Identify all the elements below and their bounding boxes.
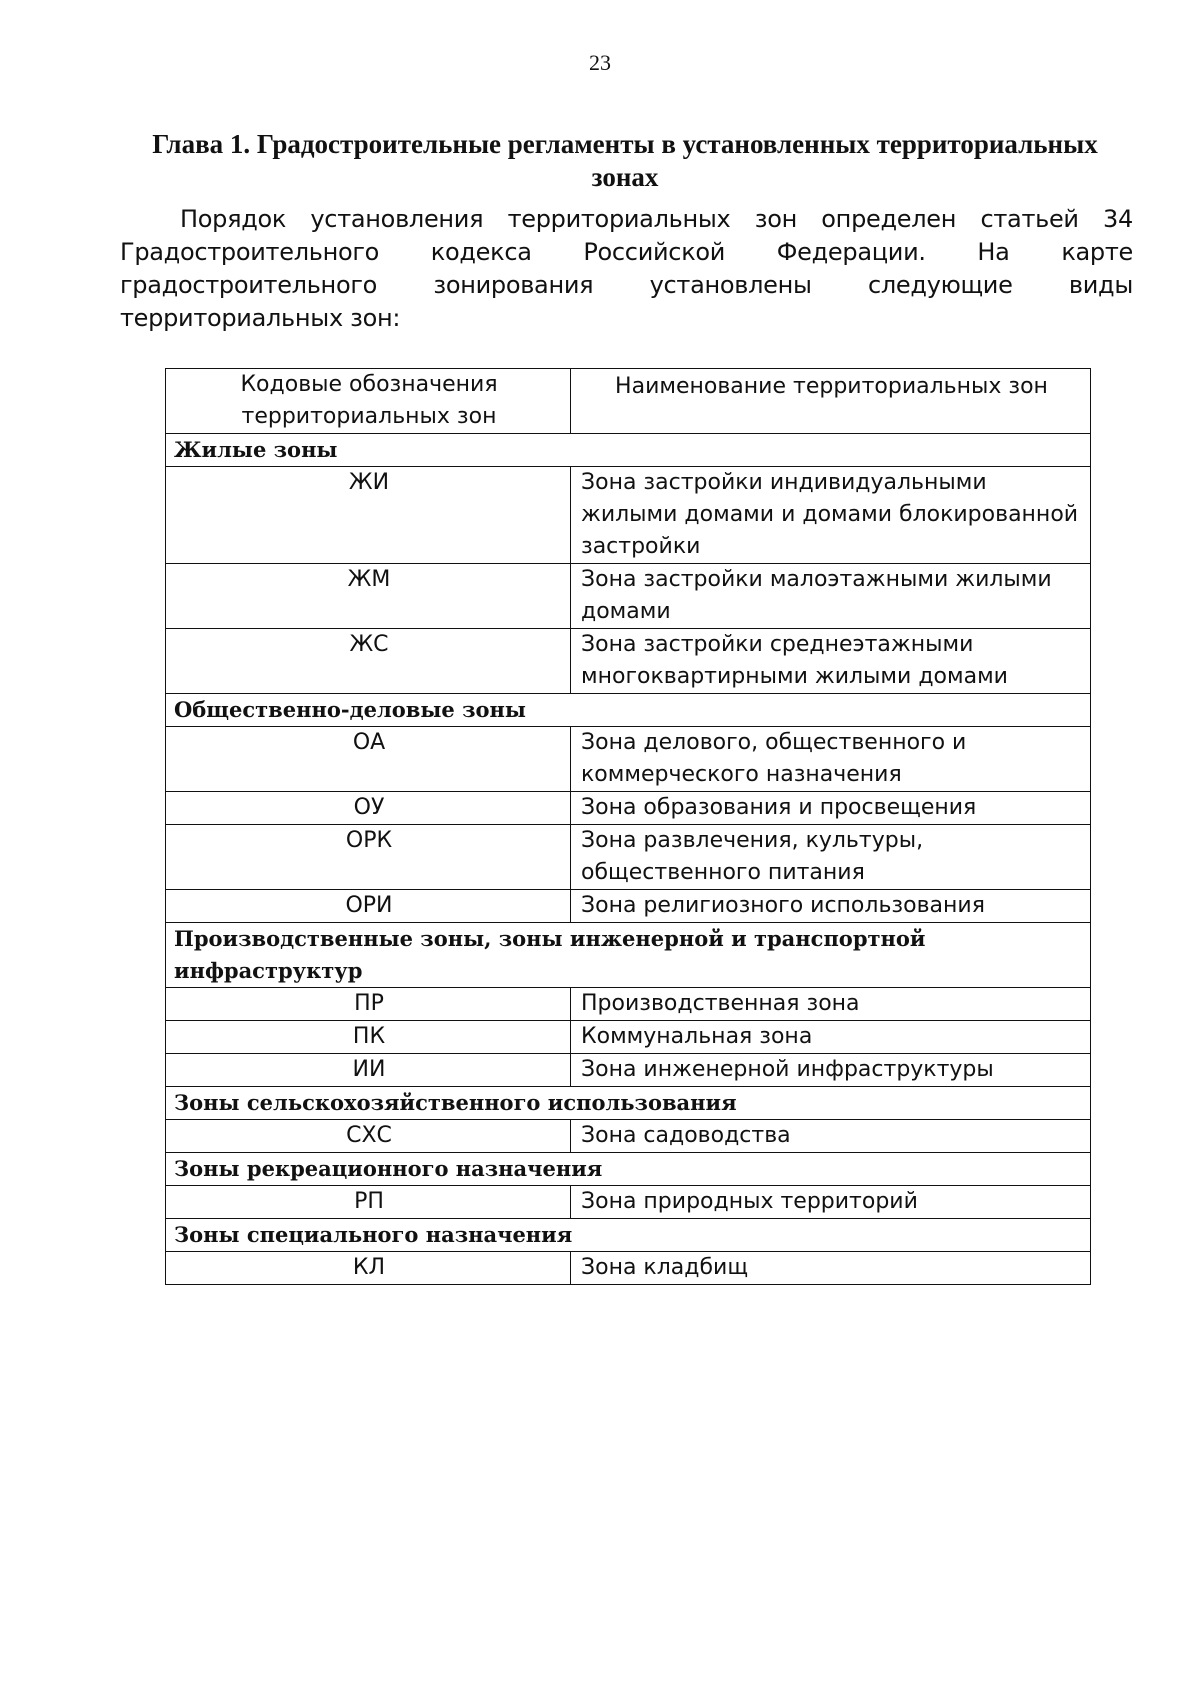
table-row [166,1054,1091,1087]
zone-code: ОРК [166,825,571,890]
group-row [166,434,1091,467]
zone-code: ПК [166,1021,571,1054]
group-title: Зоны рекреационного назначения [166,1153,1091,1186]
zone-name: Зона развлечения, культуры, общественного питания [571,825,1091,890]
zone-name: Зона религиозного использования [571,890,1091,923]
table-row [166,629,1091,694]
zone-code: ОА [166,727,571,792]
intro-paragraph: Порядок установления территориальных зон определен статьей 34 Градостроительного кодекса Российской Федерации. На карте градостроительного зонирования установлены следующие виды территориальных зон: [120,205,1133,332]
zone-name: Зона застройки среднеэтажными многоквартирными жилыми домами [571,629,1091,694]
zone-code: ПР [166,988,571,1021]
zones-table [165,368,1091,1285]
group-row [166,923,1091,988]
table-row [166,1186,1091,1219]
zone-code: ЖМ [166,564,571,629]
group-row [166,1153,1091,1186]
table-row [166,825,1091,890]
zone-code: ЖС [166,629,571,694]
group-row [166,1219,1091,1252]
header-name: Наименование территориальных зон [571,369,1091,434]
zone-code: РП [166,1186,571,1219]
zone-name: Коммунальная зона [571,1021,1091,1054]
table-row [166,1252,1091,1285]
table-row [166,1120,1091,1153]
zone-name: Зона садоводства [571,1120,1091,1153]
group-row [166,694,1091,727]
group-title: Производственные зоны, зоны инженерной и транспортной инфраструктур [166,923,1091,988]
table-row [166,564,1091,629]
zone-code: ОУ [166,792,571,825]
zone-name: Зона инженерной инфраструктуры [571,1054,1091,1087]
group-title: Общественно-деловые зоны [166,694,1091,727]
chapter-title: Глава 1. Градостроительные регламенты в установленных территориальных зонах [152,129,1098,192]
zone-code: СХС [166,1120,571,1153]
group-row [166,1087,1091,1120]
header-code: Кодовые обозначения территориальных зон [166,369,571,434]
table-header-row [166,369,1091,434]
group-title: Жилые зоны [166,434,1091,467]
zone-code: ИИ [166,1054,571,1087]
group-title: Зоны сельскохозяйственного использования [166,1087,1091,1120]
table-row [166,467,1091,564]
zone-name: Зона застройки малоэтажными жилыми домами [571,564,1091,629]
zone-name: Зона кладбищ [571,1252,1091,1285]
zone-name: Зона природных территорий [571,1186,1091,1219]
table-row [166,890,1091,923]
page-number: 23 [589,50,611,75]
zone-code: ЖИ [166,467,571,564]
zone-code: КЛ [166,1252,571,1285]
table-row [166,988,1091,1021]
table-row [166,792,1091,825]
table-row [166,1021,1091,1054]
table-row [166,727,1091,792]
zone-code: ОРИ [166,890,571,923]
zone-name: Зона делового, общественного и коммерческого назначения [571,727,1091,792]
zone-name: Производственная зона [571,988,1091,1021]
zone-name: Зона образования и просвещения [571,792,1091,825]
zone-name: Зона застройки индивидуальными жилыми домами и домами блокированной застройки [571,467,1091,564]
group-title: Зоны специального назначения [166,1219,1091,1252]
